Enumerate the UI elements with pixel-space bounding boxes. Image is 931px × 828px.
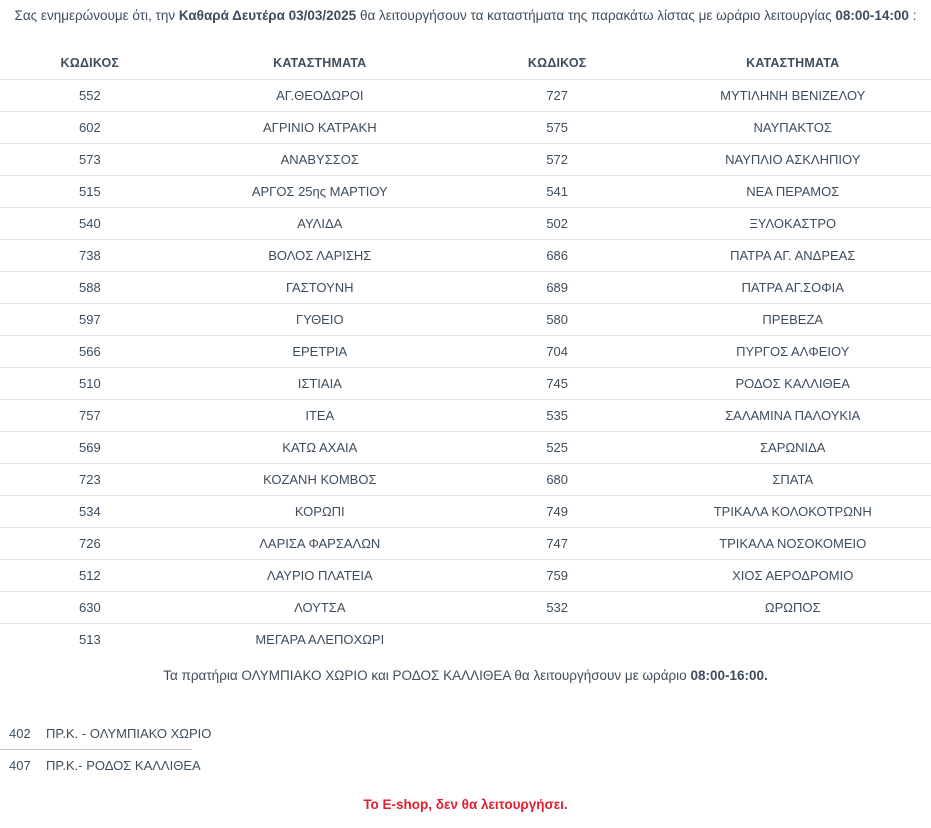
extra-stores-list [0, 717, 212, 781]
code-cell: 686 [546, 247, 569, 263]
table-row [0, 111, 931, 143]
code-cell: 572 [546, 151, 569, 167]
store-cell: ΜΕΓΑΡΑ ΑΛΕΠΟΧΩΡΙ [255, 631, 385, 647]
code-cell: 630 [78, 599, 101, 615]
code-cell: 512 [78, 567, 101, 583]
code-cell: 513 [78, 631, 101, 647]
store-cell: ΑΝΑΒΥΣΣΟΣ [280, 151, 359, 167]
store-cell: ΤΡΙΚΑΛΑ ΚΟΛΟΚΟΤΡΩΝΗ [713, 503, 872, 519]
store-cell: ΙΣΤΙΑΙΑ [297, 375, 342, 391]
table-row [0, 79, 931, 111]
table-row [0, 271, 931, 303]
store-cell: ΚΟΡΩΠΙ [294, 503, 345, 519]
table-row [0, 175, 931, 207]
store-cell: ΠΡΕΒΕΖΑ [762, 311, 824, 327]
code-cell: 747 [546, 535, 569, 551]
table-header-row [0, 47, 931, 79]
header-code-right: ΚΩΔΙΚΟΣ [527, 55, 587, 70]
code-cell: 759 [546, 567, 569, 583]
store-cell: ΕΡΕΤΡΙΑ [292, 343, 348, 359]
code-cell: 552 [78, 87, 101, 103]
code-cell: 704 [546, 343, 569, 359]
code-cell: 515 [78, 183, 101, 199]
code-cell: 566 [78, 343, 101, 359]
intro-suffix: : [908, 8, 917, 23]
store-cell: ΠΥΡΓΟΣ ΑΛΦΕΙΟΥ [736, 343, 850, 359]
table-row [0, 335, 931, 367]
store-cell: ΣΑΡΩΝΙΔΑ [760, 439, 826, 455]
table-row [0, 495, 931, 527]
note-text [0, 668, 931, 683]
code-cell: 588 [78, 279, 101, 295]
store-cell: ΑΡΓΟΣ 25ης ΜΑΡΤΙΟΥ [251, 183, 388, 199]
code-cell: 580 [546, 311, 569, 327]
store-cell: ΒΟΛΟΣ ΛΑΡΙΣΗΣ [268, 247, 372, 263]
store-cell: ΑΓΡΙΝΙΟ ΚΑΤΡΑΚΗ [262, 119, 377, 135]
table-row [0, 239, 931, 271]
code-cell: 689 [546, 279, 569, 295]
store-cell: ΛΟΥΤΣΑ [294, 599, 346, 615]
table-row [0, 143, 931, 175]
code-cell: 535 [546, 407, 569, 423]
code-cell: 569 [78, 439, 101, 455]
store-cell: ΝΕΑ ΠΕΡΑΜΟΣ [746, 183, 840, 199]
code-cell: 575 [546, 119, 569, 135]
store-cell: ΓΥΘΕΙΟ [295, 311, 344, 327]
store-cell: ΑΓ.ΘΕΟΔΩΡΟΙ [276, 87, 364, 103]
store-cell: ΜΥΤΙΛΗΝΗ ΒΕΝΙΖΕΛΟΥ [720, 87, 866, 103]
store-cell: ΠΑΤΡΑ ΑΓ. ΑΝΔΡΕΑΣ [730, 247, 856, 263]
code-cell: 757 [78, 407, 101, 423]
store-cell: ΝΑΥΠΛΙΟ ΑΣΚΛΗΠΙΟΥ [725, 151, 861, 167]
extra-store-name: ΠΡ.Κ. - ΟΛΥΜΠΙΑΚΟ ΧΩΡΙΟ [46, 725, 212, 741]
table-row [0, 399, 931, 431]
store-cell: ΣΠΑΤΑ [772, 471, 814, 487]
intro-hours: 08:00-14:00 [835, 8, 909, 23]
table-row [0, 367, 931, 399]
store-cell: ΠΑΤΡΑ ΑΓ.ΣΟΦΙΑ [741, 279, 844, 295]
code-cell: 540 [78, 215, 101, 231]
table-row [0, 623, 931, 655]
code-cell: 602 [78, 119, 101, 135]
intro-text [0, 0, 931, 24]
code-cell: 510 [78, 375, 101, 391]
stores-table [0, 47, 931, 655]
extra-store-code: 407 [9, 758, 31, 773]
extra-store-row [0, 749, 201, 781]
code-cell: 502 [546, 215, 569, 231]
header-code-left: ΚΩΔΙΚΟΣ [60, 55, 120, 70]
store-cell [654, 623, 931, 655]
code-cell: 573 [78, 151, 101, 167]
table-row [0, 559, 931, 591]
code-cell: 541 [546, 183, 569, 199]
code-cell: 738 [78, 247, 101, 263]
code-cell: 749 [546, 503, 569, 519]
header-stores-right: ΚΑΤΑΣΤΗΜΑΤΑ [746, 55, 840, 70]
code-cell: 680 [546, 471, 569, 487]
store-cell: ΤΡΙΚΑΛΑ ΝΟΣΟΚΟΜΕΙΟ [719, 535, 867, 551]
store-cell: ΩΡΩΠΟΣ [764, 599, 821, 615]
extra-store-row [0, 717, 212, 749]
table-row [0, 463, 931, 495]
store-cell: ΡΟΔΟΣ ΚΑΛΛΙΘΕΑ [735, 375, 850, 391]
store-cell: ΓΑΣΤΟΥΝΗ [286, 279, 354, 295]
store-cell: ΑΥΛΙΔΑ [297, 215, 343, 231]
table-row [0, 207, 931, 239]
store-cell: ΛΑΥΡΙΟ ΠΛΑΤΕΙΑ [266, 567, 373, 583]
code-cell: 723 [78, 471, 101, 487]
note-prefix: Τα πρατήρια ΟΛΥΜΠΙΑΚΟ ΧΩΡΙΟ και ΡΟΔΟΣ ΚΑΛΛΙΘΕΑ θα λειτουργήσουν με ωράριο [163, 668, 691, 683]
store-cell: ΝΑΥΠΑΚΤΟΣ [753, 119, 832, 135]
table-row [0, 591, 931, 623]
store-cell: ΣΑΛΑΜΙΝΑ ΠΑΛΟΥΚΙΑ [725, 407, 861, 423]
store-cell: ΞΥΛΟΚΑΣΤΡΟ [749, 215, 837, 231]
store-cell: ΙΤΕΑ [305, 407, 335, 423]
table-row [0, 527, 931, 559]
intro-date: Καθαρά Δευτέρα 03/03/2025 [178, 8, 357, 23]
store-cell: ΚΟΖΑΝΗ ΚΟΜΒΟΣ [263, 471, 377, 487]
code-cell: 532 [546, 599, 569, 615]
store-cell: ΚΑΤΩ ΑΧΑΙΑ [282, 439, 358, 455]
code-cell: 597 [78, 311, 101, 327]
note-hours: 08:00-16:00. [690, 668, 768, 683]
code-cell: 727 [546, 87, 569, 103]
extra-store-name: ΠΡ.Κ.- ΡΟΔΟΣ ΚΑΛΛΙΘΕΑ [46, 758, 201, 773]
eshop-notice: Το E-shop, δεν θα λειτουργήσει. [363, 797, 568, 812]
header-stores-left: ΚΑΤΑΣΤΗΜΑΤΑ [273, 55, 367, 70]
code-cell: 726 [78, 535, 101, 551]
code-cell: 745 [546, 375, 569, 391]
code-cell: 534 [78, 503, 101, 519]
code-cell [460, 623, 655, 655]
store-cell: ΧΙΟΣ ΑΕΡΟΔΡΟΜΙΟ [732, 567, 854, 583]
extra-store-code: 402 [9, 725, 31, 741]
table-row [0, 303, 931, 335]
code-cell: 525 [546, 439, 569, 455]
intro-middle: θα λειτουργήσουν τα καταστήματα της παρακάτω λίστας με ωράριο λειτουργίας [356, 8, 836, 23]
store-cell: ΛΑΡΙΣΑ ΦΑΡΣΑΛΩΝ [259, 535, 381, 551]
table-row [0, 431, 931, 463]
intro-prefix: Σας ενημερώνουμε ότι, την [14, 8, 179, 23]
